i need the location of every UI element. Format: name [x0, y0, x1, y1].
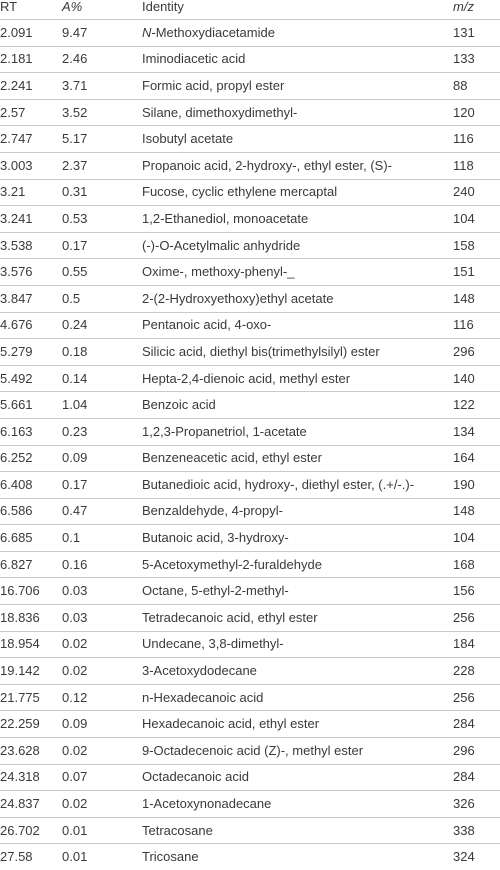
cell-mz: 164	[453, 445, 500, 472]
table-row	[0, 791, 500, 818]
cell-identity: 3-Acetoxydodecane	[142, 658, 453, 685]
table-row	[0, 126, 500, 153]
cell-identity: Hepta-2,4-dienoic acid, methyl ester	[142, 365, 453, 392]
cell-rt: 26.702	[0, 817, 62, 844]
cell-identity: Fucose, cyclic ethylene mercaptal	[142, 179, 453, 206]
cell-rt: 5.661	[0, 392, 62, 419]
cell-rt: 27.58	[0, 844, 62, 870]
header-row	[0, 0, 500, 20]
cell-rt: 4.676	[0, 312, 62, 339]
cell-mz: 134	[453, 418, 500, 445]
cell-area-percent: 0.14	[62, 365, 142, 392]
cell-area-percent: 0.55	[62, 259, 142, 286]
cell-identity: Tricosane	[142, 844, 453, 870]
cell-rt: 2.241	[0, 73, 62, 100]
table-row	[0, 764, 500, 791]
cell-mz: 296	[453, 339, 500, 366]
cell-area-percent: 0.02	[62, 658, 142, 685]
cell-rt: 6.827	[0, 551, 62, 578]
cell-area-percent: 0.17	[62, 232, 142, 259]
table-row	[0, 445, 500, 472]
cell-rt: 5.279	[0, 339, 62, 366]
cell-mz: 120	[453, 99, 500, 126]
cell-mz: 256	[453, 605, 500, 632]
header-area-percent: A%	[62, 0, 142, 20]
cell-area-percent: 0.03	[62, 605, 142, 632]
cell-mz: 148	[453, 285, 500, 312]
cell-rt: 2.57	[0, 99, 62, 126]
cell-area-percent: 0.17	[62, 472, 142, 499]
cell-mz: 256	[453, 684, 500, 711]
table-row	[0, 525, 500, 552]
cell-identity: Octadecanoic acid	[142, 764, 453, 791]
cell-rt: 3.003	[0, 152, 62, 179]
cell-identity: Formic acid, propyl ester	[142, 73, 453, 100]
table-row	[0, 605, 500, 632]
cell-mz: 240	[453, 179, 500, 206]
cell-area-percent: 0.03	[62, 578, 142, 605]
table-row	[0, 339, 500, 366]
cell-identity: Tetracosane	[142, 817, 453, 844]
cell-area-percent: 0.24	[62, 312, 142, 339]
cell-mz: 140	[453, 365, 500, 392]
table-body	[0, 20, 500, 870]
cell-mz: 324	[453, 844, 500, 870]
cell-identity: Benzoic acid	[142, 392, 453, 419]
cell-identity: Propanoic acid, 2-hydroxy-, ethyl ester, (S)-	[142, 152, 453, 179]
cell-rt: 16.706	[0, 578, 62, 605]
cell-mz: 116	[453, 126, 500, 153]
cell-rt: 24.837	[0, 791, 62, 818]
table-row	[0, 179, 500, 206]
cell-identity: Iminodiacetic acid	[142, 46, 453, 73]
cell-rt: 18.836	[0, 605, 62, 632]
table-row	[0, 844, 500, 870]
cell-mz: 296	[453, 738, 500, 765]
cell-mz: 88	[453, 73, 500, 100]
table-row	[0, 259, 500, 286]
cell-mz: 338	[453, 817, 500, 844]
cell-mz: 158	[453, 232, 500, 259]
cell-area-percent: 5.17	[62, 126, 142, 153]
cell-rt: 6.163	[0, 418, 62, 445]
cell-identity: 5-Acetoxymethyl-2-furaldehyde	[142, 551, 453, 578]
cell-rt: 19.142	[0, 658, 62, 685]
table-row	[0, 711, 500, 738]
cell-mz: 156	[453, 578, 500, 605]
cell-mz: 151	[453, 259, 500, 286]
cell-rt: 3.538	[0, 232, 62, 259]
cell-mz: 122	[453, 392, 500, 419]
table-row	[0, 551, 500, 578]
table-row	[0, 365, 500, 392]
cell-rt: 23.628	[0, 738, 62, 765]
cell-rt: 6.408	[0, 472, 62, 499]
table-row	[0, 392, 500, 419]
cell-area-percent: 2.46	[62, 46, 142, 73]
cell-identity: Isobutyl acetate	[142, 126, 453, 153]
cell-area-percent: 0.31	[62, 179, 142, 206]
cell-area-percent: 0.18	[62, 339, 142, 366]
cell-identity: Silane, dimethoxydimethyl-	[142, 99, 453, 126]
cell-identity: Octane, 5-ethyl-2-methyl-	[142, 578, 453, 605]
cell-rt: 18.954	[0, 631, 62, 658]
cell-rt: 24.318	[0, 764, 62, 791]
cell-area-percent: 1.04	[62, 392, 142, 419]
table-row	[0, 206, 500, 233]
cell-area-percent: 0.5	[62, 285, 142, 312]
cell-identity: N-Methoxydiacetamide	[142, 20, 453, 47]
cell-area-percent: 0.01	[62, 844, 142, 870]
cell-mz: 326	[453, 791, 500, 818]
cell-rt: 3.21	[0, 179, 62, 206]
cell-rt: 5.492	[0, 365, 62, 392]
cell-identity: 1,2-Ethanediol, monoacetate	[142, 206, 453, 233]
table-row	[0, 684, 500, 711]
cell-rt: 3.241	[0, 206, 62, 233]
cell-area-percent: 0.02	[62, 791, 142, 818]
header-rt: RT	[0, 0, 62, 20]
cell-identity: Benzeneacetic acid, ethyl ester	[142, 445, 453, 472]
header-mz: m/z	[453, 0, 500, 20]
cell-area-percent: 0.12	[62, 684, 142, 711]
cell-identity: 1,2,3-Propanetriol, 1-acetate	[142, 418, 453, 445]
cell-rt: 3.847	[0, 285, 62, 312]
cell-mz: 118	[453, 152, 500, 179]
cell-identity: Benzaldehyde, 4-propyl-	[142, 498, 453, 525]
cell-area-percent: 0.09	[62, 445, 142, 472]
cell-area-percent: 0.02	[62, 738, 142, 765]
table-row	[0, 232, 500, 259]
cell-mz: 133	[453, 46, 500, 73]
table-row	[0, 738, 500, 765]
cell-identity: 9-Octadecenoic acid (Z)-, methyl ester	[142, 738, 453, 765]
cell-identity: (-)-O-Acetylmalic anhydride	[142, 232, 453, 259]
table-row	[0, 73, 500, 100]
cell-area-percent: 0.23	[62, 418, 142, 445]
cell-mz: 104	[453, 525, 500, 552]
cell-area-percent: 0.09	[62, 711, 142, 738]
table-row	[0, 418, 500, 445]
cell-rt: 21.775	[0, 684, 62, 711]
cell-area-percent: 0.01	[62, 817, 142, 844]
cell-rt: 2.091	[0, 20, 62, 47]
table-row	[0, 285, 500, 312]
cell-rt: 6.685	[0, 525, 62, 552]
cell-identity: Oxime-, methoxy-phenyl-_	[142, 259, 453, 286]
cell-identity: 1-Acetoxynonadecane	[142, 791, 453, 818]
cell-area-percent: 0.07	[62, 764, 142, 791]
cell-identity: Pentanoic acid, 4-oxo-	[142, 312, 453, 339]
table-row	[0, 20, 500, 47]
cell-identity: Tetradecanoic acid, ethyl ester	[142, 605, 453, 632]
cell-identity: n-Hexadecanoic acid	[142, 684, 453, 711]
cell-rt: 6.586	[0, 498, 62, 525]
cell-area-percent: 0.16	[62, 551, 142, 578]
cell-area-percent: 2.37	[62, 152, 142, 179]
cell-mz: 190	[453, 472, 500, 499]
cell-mz: 168	[453, 551, 500, 578]
cell-identity: Silicic acid, diethyl bis(trimethylsilyl) ester	[142, 339, 453, 366]
cell-area-percent: 0.02	[62, 631, 142, 658]
cell-identity: Hexadecanoic acid, ethyl ester	[142, 711, 453, 738]
table-row	[0, 658, 500, 685]
cell-identity: 2-(2-Hydroxyethoxy)ethyl acetate	[142, 285, 453, 312]
cell-rt: 22.259	[0, 711, 62, 738]
cell-mz: 116	[453, 312, 500, 339]
cell-identity: Butanoic acid, 3-hydroxy-	[142, 525, 453, 552]
cell-mz: 184	[453, 631, 500, 658]
cell-area-percent: 9.47	[62, 20, 142, 47]
table-row	[0, 498, 500, 525]
cell-identity: Butanedioic acid, hydroxy-, diethyl ester, (.+/-.)-	[142, 472, 453, 499]
cell-mz: 104	[453, 206, 500, 233]
cell-area-percent: 0.1	[62, 525, 142, 552]
table-header	[0, 0, 500, 20]
table-row	[0, 46, 500, 73]
cell-mz: 228	[453, 658, 500, 685]
cell-mz: 284	[453, 711, 500, 738]
cell-area-percent: 0.53	[62, 206, 142, 233]
table-row	[0, 578, 500, 605]
table-row	[0, 312, 500, 339]
cell-mz: 148	[453, 498, 500, 525]
cell-rt: 2.181	[0, 46, 62, 73]
table-row	[0, 152, 500, 179]
table-row	[0, 472, 500, 499]
cell-mz: 284	[453, 764, 500, 791]
table-row	[0, 817, 500, 844]
cell-area-percent: 3.71	[62, 73, 142, 100]
cell-area-percent: 3.52	[62, 99, 142, 126]
table-row	[0, 631, 500, 658]
cell-identity: Undecane, 3,8-dimethyl-	[142, 631, 453, 658]
header-identity: Identity	[142, 0, 453, 20]
cell-rt: 3.576	[0, 259, 62, 286]
cell-area-percent: 0.47	[62, 498, 142, 525]
table-row	[0, 99, 500, 126]
cell-mz: 131	[453, 20, 500, 47]
cell-rt: 2.747	[0, 126, 62, 153]
cell-rt: 6.252	[0, 445, 62, 472]
